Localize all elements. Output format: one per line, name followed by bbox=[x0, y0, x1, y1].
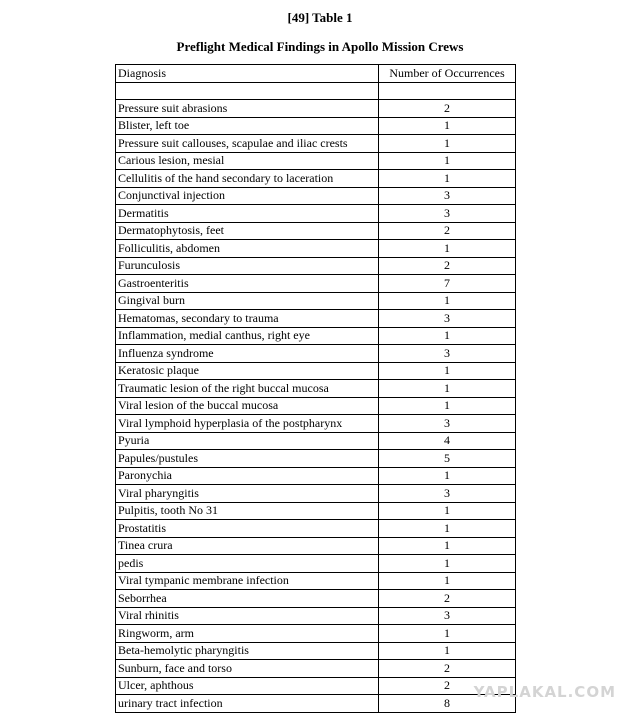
occurrences-cell: 2 bbox=[379, 257, 516, 275]
diagnosis-cell: Dermatitis bbox=[116, 205, 379, 223]
findings-table bbox=[115, 64, 516, 713]
table-row bbox=[116, 222, 516, 240]
table-row bbox=[116, 82, 516, 100]
occurrences-cell: 1 bbox=[379, 642, 516, 660]
table-row bbox=[116, 152, 516, 170]
diagnosis-cell: Pressure suit callouses, scapulae and iliac crests bbox=[116, 135, 379, 153]
diagnosis-cell: Viral tympanic membrane infection bbox=[116, 572, 379, 590]
diagnosis-cell: Ringworm, arm bbox=[116, 625, 379, 643]
diagnosis-cell: Pulpitis, tooth No 31 bbox=[116, 502, 379, 520]
table-row bbox=[116, 397, 516, 415]
diagnosis-cell: Viral rhinitis bbox=[116, 607, 379, 625]
diagnosis-cell: Cellulitis of the hand secondary to laceration bbox=[116, 170, 379, 188]
table-row bbox=[116, 240, 516, 258]
diagnosis-cell: Paronychia bbox=[116, 467, 379, 485]
diagnosis-cell: Folliculitis, abdomen bbox=[116, 240, 379, 258]
table-reference: [49] Table 1 bbox=[287, 10, 353, 25]
diagnosis-cell: Carious lesion, mesial bbox=[116, 152, 379, 170]
occurrences-cell: 2 bbox=[379, 590, 516, 608]
occurrences-cell: 1 bbox=[379, 362, 516, 380]
diagnosis-cell: Hematomas, secondary to trauma bbox=[116, 310, 379, 328]
diagnosis-cell: Pressure suit abrasions bbox=[116, 100, 379, 118]
table-row bbox=[116, 572, 516, 590]
diagnosis-cell: Tinea crura bbox=[116, 537, 379, 555]
diagnosis-cell bbox=[116, 82, 379, 100]
table-row bbox=[116, 205, 516, 223]
occurrences-cell: 2 bbox=[379, 660, 516, 678]
table-row bbox=[116, 432, 516, 450]
occurrences-cell: 3 bbox=[379, 485, 516, 503]
diagnosis-cell: Pyuria bbox=[116, 432, 379, 450]
diagnosis-cell: Viral pharyngitis bbox=[116, 485, 379, 503]
occurrences-cell: 3 bbox=[379, 415, 516, 433]
occurrences-cell: 1 bbox=[379, 152, 516, 170]
table-row bbox=[116, 415, 516, 433]
table-row bbox=[116, 677, 516, 695]
table-row bbox=[116, 537, 516, 555]
table-row bbox=[116, 275, 516, 293]
diagnosis-cell: Beta-hemolytic pharyngitis bbox=[116, 642, 379, 660]
diagnosis-cell: pedis bbox=[116, 555, 379, 573]
table-row bbox=[116, 310, 516, 328]
occurrences-cell: 3 bbox=[379, 345, 516, 363]
table-row bbox=[116, 502, 516, 520]
diagnosis-cell: Furunculosis bbox=[116, 257, 379, 275]
diagnosis-cell: Gastroenteritis bbox=[116, 275, 379, 293]
diagnosis-cell: Conjunctival injection bbox=[116, 187, 379, 205]
table-row bbox=[116, 625, 516, 643]
occurrences-cell: 3 bbox=[379, 205, 516, 223]
occurrences-cell: 3 bbox=[379, 187, 516, 205]
column-header-occurrences: Number of Occurrences bbox=[379, 65, 516, 83]
occurrences-cell: 1 bbox=[379, 572, 516, 590]
occurrences-cell: 1 bbox=[379, 555, 516, 573]
occurrences-cell: 1 bbox=[379, 502, 516, 520]
table-row bbox=[116, 380, 516, 398]
diagnosis-cell: Sunburn, face and torso bbox=[116, 660, 379, 678]
table-row bbox=[116, 660, 516, 678]
occurrences-cell: 1 bbox=[379, 537, 516, 555]
occurrences-cell bbox=[379, 82, 516, 100]
table-body bbox=[116, 82, 516, 712]
diagnosis-cell: urinary tract infection bbox=[116, 695, 379, 713]
occurrences-cell: 1 bbox=[379, 170, 516, 188]
occurrences-cell: 3 bbox=[379, 310, 516, 328]
watermark-logo: YAPLAKAL.COM bbox=[473, 683, 616, 701]
table-header-row bbox=[116, 65, 516, 83]
occurrences-cell: 1 bbox=[379, 135, 516, 153]
table-row bbox=[116, 100, 516, 118]
occurrences-cell: 1 bbox=[379, 520, 516, 538]
table-row bbox=[116, 450, 516, 468]
table-row bbox=[116, 607, 516, 625]
occurrences-cell: 1 bbox=[379, 327, 516, 345]
table-row bbox=[116, 520, 516, 538]
table-row bbox=[116, 257, 516, 275]
occurrences-cell: 1 bbox=[379, 292, 516, 310]
occurrences-cell: 1 bbox=[379, 397, 516, 415]
table-row bbox=[116, 695, 516, 713]
occurrences-cell: 1 bbox=[379, 625, 516, 643]
diagnosis-cell: Gingival burn bbox=[116, 292, 379, 310]
occurrences-cell: 7 bbox=[379, 275, 516, 293]
table-row bbox=[116, 485, 516, 503]
diagnosis-cell: Blister, left toe bbox=[116, 117, 379, 135]
occurrences-cell: 2 bbox=[379, 222, 516, 240]
table-row bbox=[116, 327, 516, 345]
occurrences-cell: 1 bbox=[379, 240, 516, 258]
occurrences-cell: 1 bbox=[379, 380, 516, 398]
table-row bbox=[116, 135, 516, 153]
table-row bbox=[116, 345, 516, 363]
diagnosis-cell: Keratosic plaque bbox=[116, 362, 379, 380]
column-header-diagnosis: Diagnosis bbox=[116, 65, 379, 83]
occurrences-cell: 1 bbox=[379, 117, 516, 135]
table-row bbox=[116, 467, 516, 485]
table-row bbox=[116, 170, 516, 188]
diagnosis-cell: Papules/pustules bbox=[116, 450, 379, 468]
table-row bbox=[116, 117, 516, 135]
diagnosis-cell: Dermatophytosis, feet bbox=[116, 222, 379, 240]
table-row bbox=[116, 292, 516, 310]
occurrences-cell: 1 bbox=[379, 467, 516, 485]
diagnosis-cell: Prostatitis bbox=[116, 520, 379, 538]
table-row bbox=[116, 362, 516, 380]
table-title: Preflight Medical Findings in Apollo Mission Crews bbox=[176, 39, 464, 54]
diagnosis-cell: Seborrhea bbox=[116, 590, 379, 608]
diagnosis-cell: Ulcer, aphthous bbox=[116, 677, 379, 695]
occurrences-cell: 4 bbox=[379, 432, 516, 450]
diagnosis-cell: Viral lesion of the buccal mucosa bbox=[116, 397, 379, 415]
occurrences-cell: 5 bbox=[379, 450, 516, 468]
table-row bbox=[116, 187, 516, 205]
occurrences-cell: 2 bbox=[379, 677, 516, 695]
occurrences-cell: 3 bbox=[379, 607, 516, 625]
table-row bbox=[116, 642, 516, 660]
occurrences-cell: 8 bbox=[379, 695, 516, 713]
diagnosis-cell: Inflammation, medial canthus, right eye bbox=[116, 327, 379, 345]
table-row bbox=[116, 555, 516, 573]
diagnosis-cell: Traumatic lesion of the right buccal mucosa bbox=[116, 380, 379, 398]
diagnosis-cell: Influenza syndrome bbox=[116, 345, 379, 363]
table-row bbox=[116, 590, 516, 608]
diagnosis-cell: Viral lymphoid hyperplasia of the postpharynx bbox=[116, 415, 379, 433]
occurrences-cell: 2 bbox=[379, 100, 516, 118]
